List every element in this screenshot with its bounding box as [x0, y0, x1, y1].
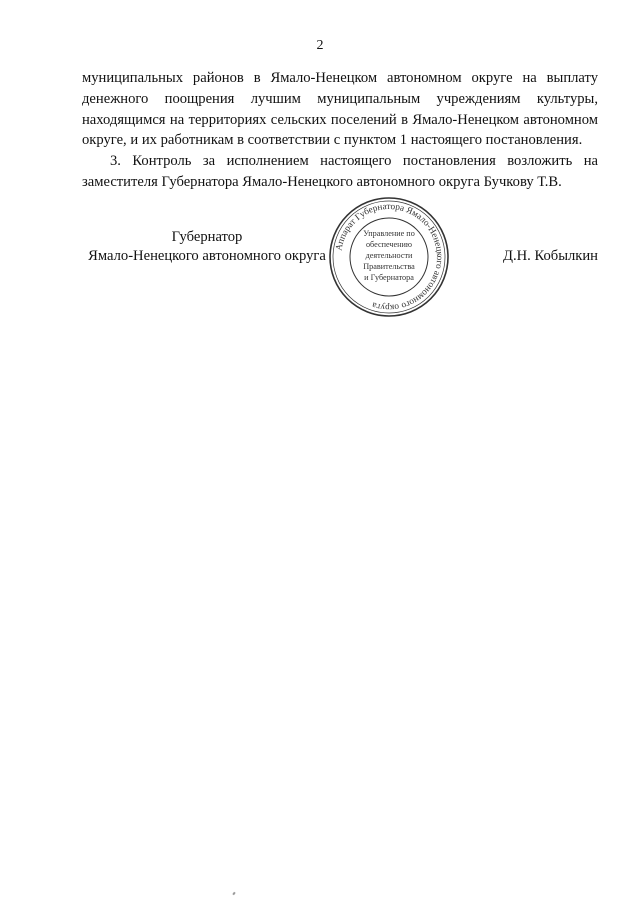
seal-center-line: и Губернатора [364, 273, 414, 282]
seal-graphic [327, 195, 451, 319]
official-seal-stamp [327, 195, 451, 319]
seal-center-line: обеспечению [365, 240, 413, 249]
paragraph-continuation: муниципальных районов в Ямало-Ненецком автономном округе на выплату денежного поощрения лучшим муниципальным учреждениям культуры, находящимся на территориях сельских поселений в Ямало-Ненецком автономном округе, и их работникам в соответствии с пунктом 1 настоящего постановления. [82, 70, 598, 149]
seal-ring-text: Аппарат Губернатора Ямало-Ненецкого автономного округа [333, 200, 446, 314]
seal-center-line: Правительства [363, 262, 415, 271]
signature-title-line1: Губернатор [171, 229, 243, 245]
signature-title [82, 228, 332, 266]
signature-title-line2: Ямало-Ненецкого автономного округа [88, 248, 326, 264]
paragraph-control-clause: 3. Контроль за исполнением настоящего постановления возложить на заместителя Губернатора Ямало-Ненецкого автономного округа Бучкову Т.В. [82, 153, 598, 190]
document-body [82, 68, 598, 193]
seal-center-line: деятельности [365, 251, 413, 260]
seal-center-text [363, 229, 415, 282]
scan-speck [232, 892, 235, 896]
signatory-name: Д.Н. Кобылкин [503, 248, 598, 264]
page-number: 2 [316, 38, 324, 53]
seal-center-line: Управление по [363, 229, 415, 238]
